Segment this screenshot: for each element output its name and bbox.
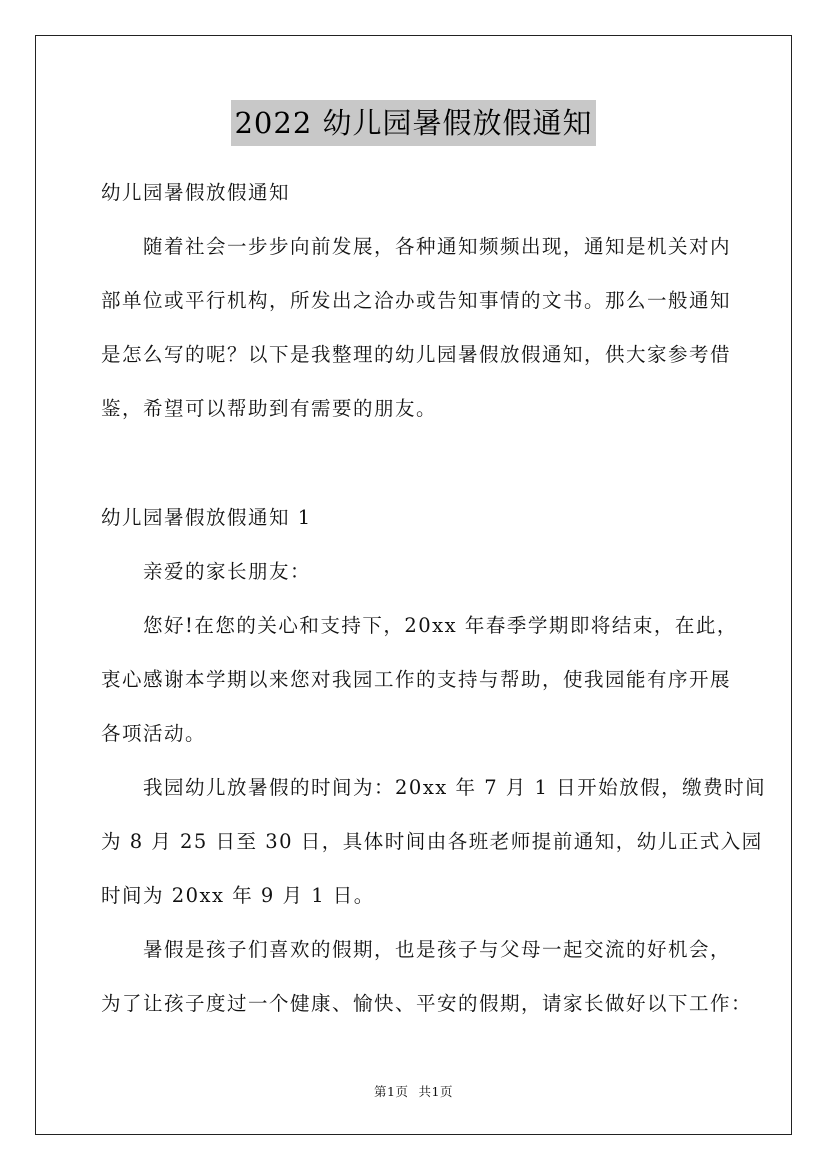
paragraph1-line-3: 各项活动。 (101, 722, 207, 745)
intro-line-3: 是怎么写的呢？以下是我整理的幼儿园暑假放假通知，供大家参考借 (101, 343, 732, 366)
paragraph2-line-3: 时间为 20xx 年 9 月 1 日。 (101, 884, 375, 907)
total-pages: 共1页 (418, 1084, 453, 1099)
paragraph1-line-1: 您好!在您的关心和支持下，20xx 年春季学期即将结束，在此， (101, 614, 738, 637)
page-footer (0, 1082, 827, 1100)
section-heading: 幼儿园暑假放假通知 1 (101, 506, 312, 529)
paragraph3-line-1: 暑假是孩子们喜欢的假期，也是孩子与父母一起交流的好机会， (101, 938, 732, 961)
document-title: 2022 幼儿园暑假放假通知 (231, 100, 595, 146)
paragraph2-line-2: 为 8 月 25 日至 30 日，具体时间由各班老师提前通知，幼儿正式入园 (101, 830, 763, 853)
intro-line-2: 部单位或平行机构，所发出之洽办或告知事情的文书。那么一般通知 (101, 289, 732, 312)
intro-line-1: 随着社会一步步向前发展，各种通知频频出现，通知是机关对内 (101, 235, 732, 258)
intro-line-4: 鉴，希望可以帮助到有需要的朋友。 (101, 397, 438, 420)
document-subtitle: 幼儿园暑假放假通知 (101, 181, 291, 204)
paragraph1-line-2: 衷心感谢本学期以来您对我园工作的支持与帮助，使我园能有序开展 (101, 668, 732, 691)
paragraph3-line-2: 为了让孩子度过一个健康、愉快、平安的假期，请家长做好以下工作： (101, 992, 753, 1015)
title-container (0, 100, 827, 146)
page-number: 第1页 (374, 1084, 409, 1099)
salutation: 亲爱的家长朋友： (101, 560, 312, 583)
paragraph2-line-1: 我园幼儿放暑假的时间为：20xx 年 7 月 1 日开始放假，缴费时间 (101, 776, 767, 799)
